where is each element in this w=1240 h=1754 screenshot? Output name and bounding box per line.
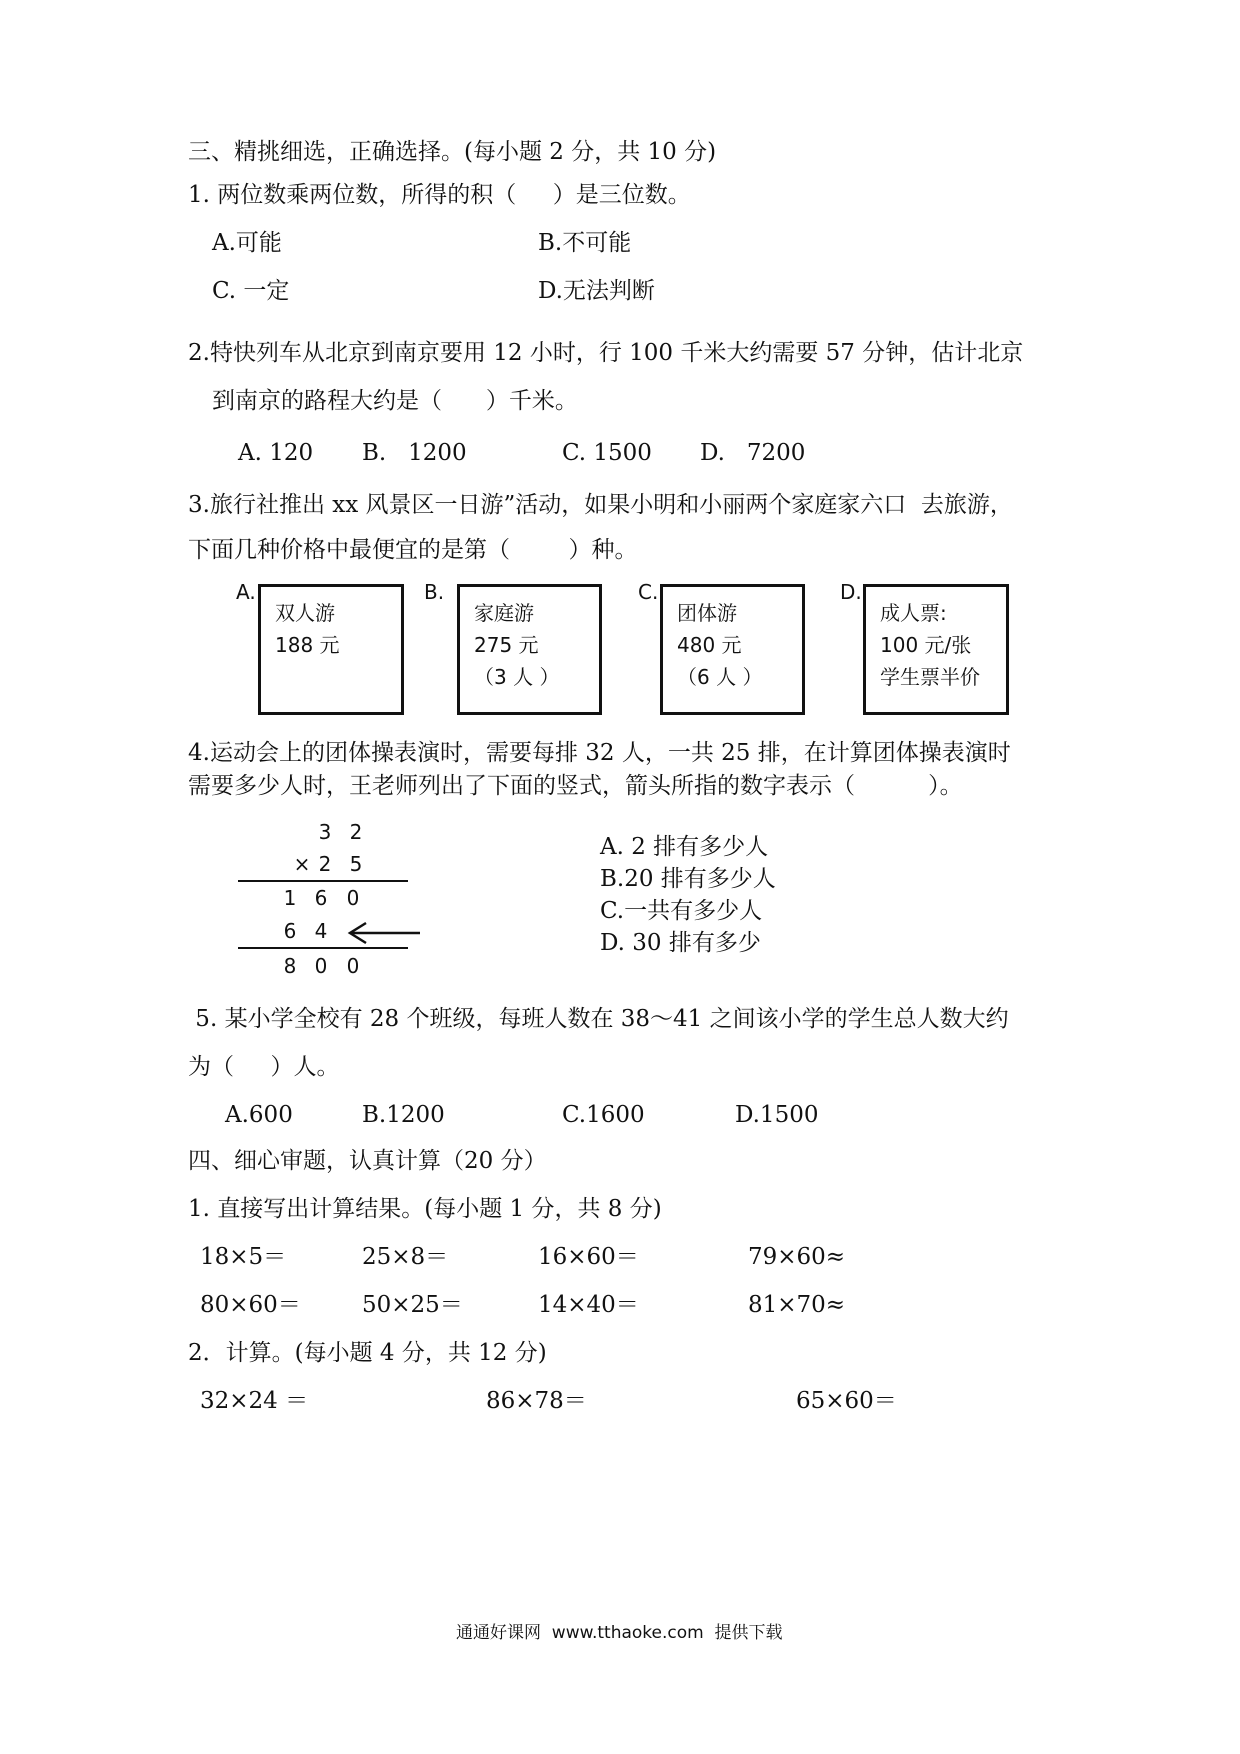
q2-line2: 到南京的路程大约是（ ）千米。 (212, 388, 578, 414)
oral-calc-item: 16×60＝ (538, 1244, 639, 1270)
written-calc-item: 65×60＝ (796, 1388, 897, 1414)
q3-box-b (457, 584, 602, 715)
calc-partial-digit: 1 (283, 886, 297, 910)
q3-box-c-line: 480 元 (677, 633, 742, 657)
oral-calc-item: 14×40＝ (538, 1292, 639, 1318)
q3-box-b-label: B. (424, 580, 445, 604)
q2-option-d: D. 7200 (700, 440, 806, 466)
section4-title: 四、细心审题，认真计算（20 分） (188, 1148, 547, 1174)
q3-line2: 下面几种价格中最便宜的是第（ ）种。 (188, 537, 638, 563)
q2-option-a: A. 120 (238, 440, 314, 466)
calc-product-digit: 0 (314, 954, 328, 978)
calc-multiplicand-digit: 3 (318, 820, 332, 844)
q3-box-d-line: 100 元/张 (880, 633, 972, 657)
calc-rule (238, 880, 408, 882)
q1-stem: 1. 两位数乘两位数，所得的积（ ）是三位数。 (188, 182, 691, 208)
q3-box-b-line: 家庭游 (474, 601, 534, 625)
oral-calc-item: 18×5＝ (200, 1244, 287, 1270)
calc-partial-digit: 6 (283, 919, 297, 943)
q5-option-a: A.600 (225, 1102, 293, 1128)
q4-line1: 4.运动会上的团体操表演时，需要每排 32 人，一共 25 排，在计算团体操表演时 (188, 740, 1011, 766)
q4-option-b: B.20 排有多少人 (600, 866, 776, 892)
q1-option-c: C. 一定 (212, 278, 290, 304)
q3-box-c (660, 584, 805, 715)
q4-line2: 需要多少人时，王老师列出了下面的竖式，箭头所指的数字表示（ ）。 (188, 773, 963, 799)
oral-calc-item: 50×25＝ (362, 1292, 463, 1318)
q3-box-b-line: 275 元 (474, 633, 539, 657)
q3-line1: 3.旅行社推出 xx 风景区一日游”活动，如果小明和小丽两个家庭家六口 去旅游， (188, 492, 1013, 518)
calc-multiplicand-digit: 2 (349, 820, 363, 844)
q3-box-c-line: 团体游 (677, 601, 737, 625)
q5-option-b: B.1200 (362, 1102, 445, 1128)
q4-option-c: C.一共有多少人 (600, 898, 763, 924)
calc-partial-digit: 4 (314, 919, 328, 943)
q2-line1: 2.特快列车从北京到南京要用 12 小时，行 100 千米大约需要 57 分钟，估计北京 (188, 340, 1024, 366)
q5-line1: 5. 某小学全校有 28 个班级，每班人数在 38～41 之间该小学的学生总人数大约 (188, 1006, 1009, 1032)
q3-box-d-line: 成人票: (880, 601, 947, 625)
q4-option-a: A. 2 排有多少人 (600, 834, 769, 860)
q5-option-d: D.1500 (735, 1102, 819, 1128)
q2-option-c: C. 1500 (562, 440, 652, 466)
part2-title: 2．计算。(每小题 4 分，共 12 分) (188, 1340, 547, 1366)
calc-partial-digit: 6 (314, 886, 328, 910)
q3-box-c-line: （6 人 ） (677, 665, 763, 689)
q5-option-c: C.1600 (562, 1102, 645, 1128)
q1-option-a: A.可能 (212, 230, 282, 256)
q3-box-a-line: 双人游 (275, 601, 335, 625)
calc-times-sign: × (293, 852, 311, 876)
part1-title: 1. 直接写出计算结果。(每小题 1 分，共 8 分) (188, 1196, 662, 1222)
calc-product-digit: 8 (283, 954, 297, 978)
q3-box-d (863, 584, 1009, 715)
written-calc-item: 32×24 ＝ (200, 1388, 309, 1414)
q4-option-d: D. 30 排有多少 (600, 930, 761, 956)
calc-partial-digit: 0 (346, 886, 360, 910)
q1-option-d: D.无法判断 (538, 278, 655, 304)
section3-title: 三、精挑细选，正确选择。(每小题 2 分，共 10 分) (188, 139, 717, 165)
arrow-left-icon (344, 920, 422, 946)
q3-box-d-label: D. (840, 580, 862, 604)
q3-box-a (258, 584, 404, 715)
q3-box-d-line: 学生票半价 (880, 665, 980, 689)
footer-watermark: 通通好课网 www.tthaoke.com 提供下载 (456, 1623, 783, 1643)
written-calc-item: 86×78＝ (486, 1388, 587, 1414)
q3-box-a-line: 188 元 (275, 633, 340, 657)
calc-multiplier-digit: 5 (349, 852, 363, 876)
calc-multiplier-digit: 2 (318, 852, 332, 876)
q5-line2: 为（ ）人。 (188, 1054, 340, 1080)
q2-option-b: B. 1200 (362, 440, 467, 466)
oral-calc-item: 25×8＝ (362, 1244, 449, 1270)
q3-box-b-line: （3 人 ） (474, 665, 560, 689)
oral-calc-item: 80×60＝ (200, 1292, 301, 1318)
q3-box-a-label: A. (236, 580, 256, 604)
oral-calc-item: 79×60≈ (748, 1244, 846, 1270)
q1-option-b: B.不可能 (538, 230, 632, 256)
calc-rule (238, 947, 408, 949)
oral-calc-item: 81×70≈ (748, 1292, 846, 1318)
calc-product-digit: 0 (346, 954, 360, 978)
q3-box-c-label: C. (638, 580, 659, 604)
